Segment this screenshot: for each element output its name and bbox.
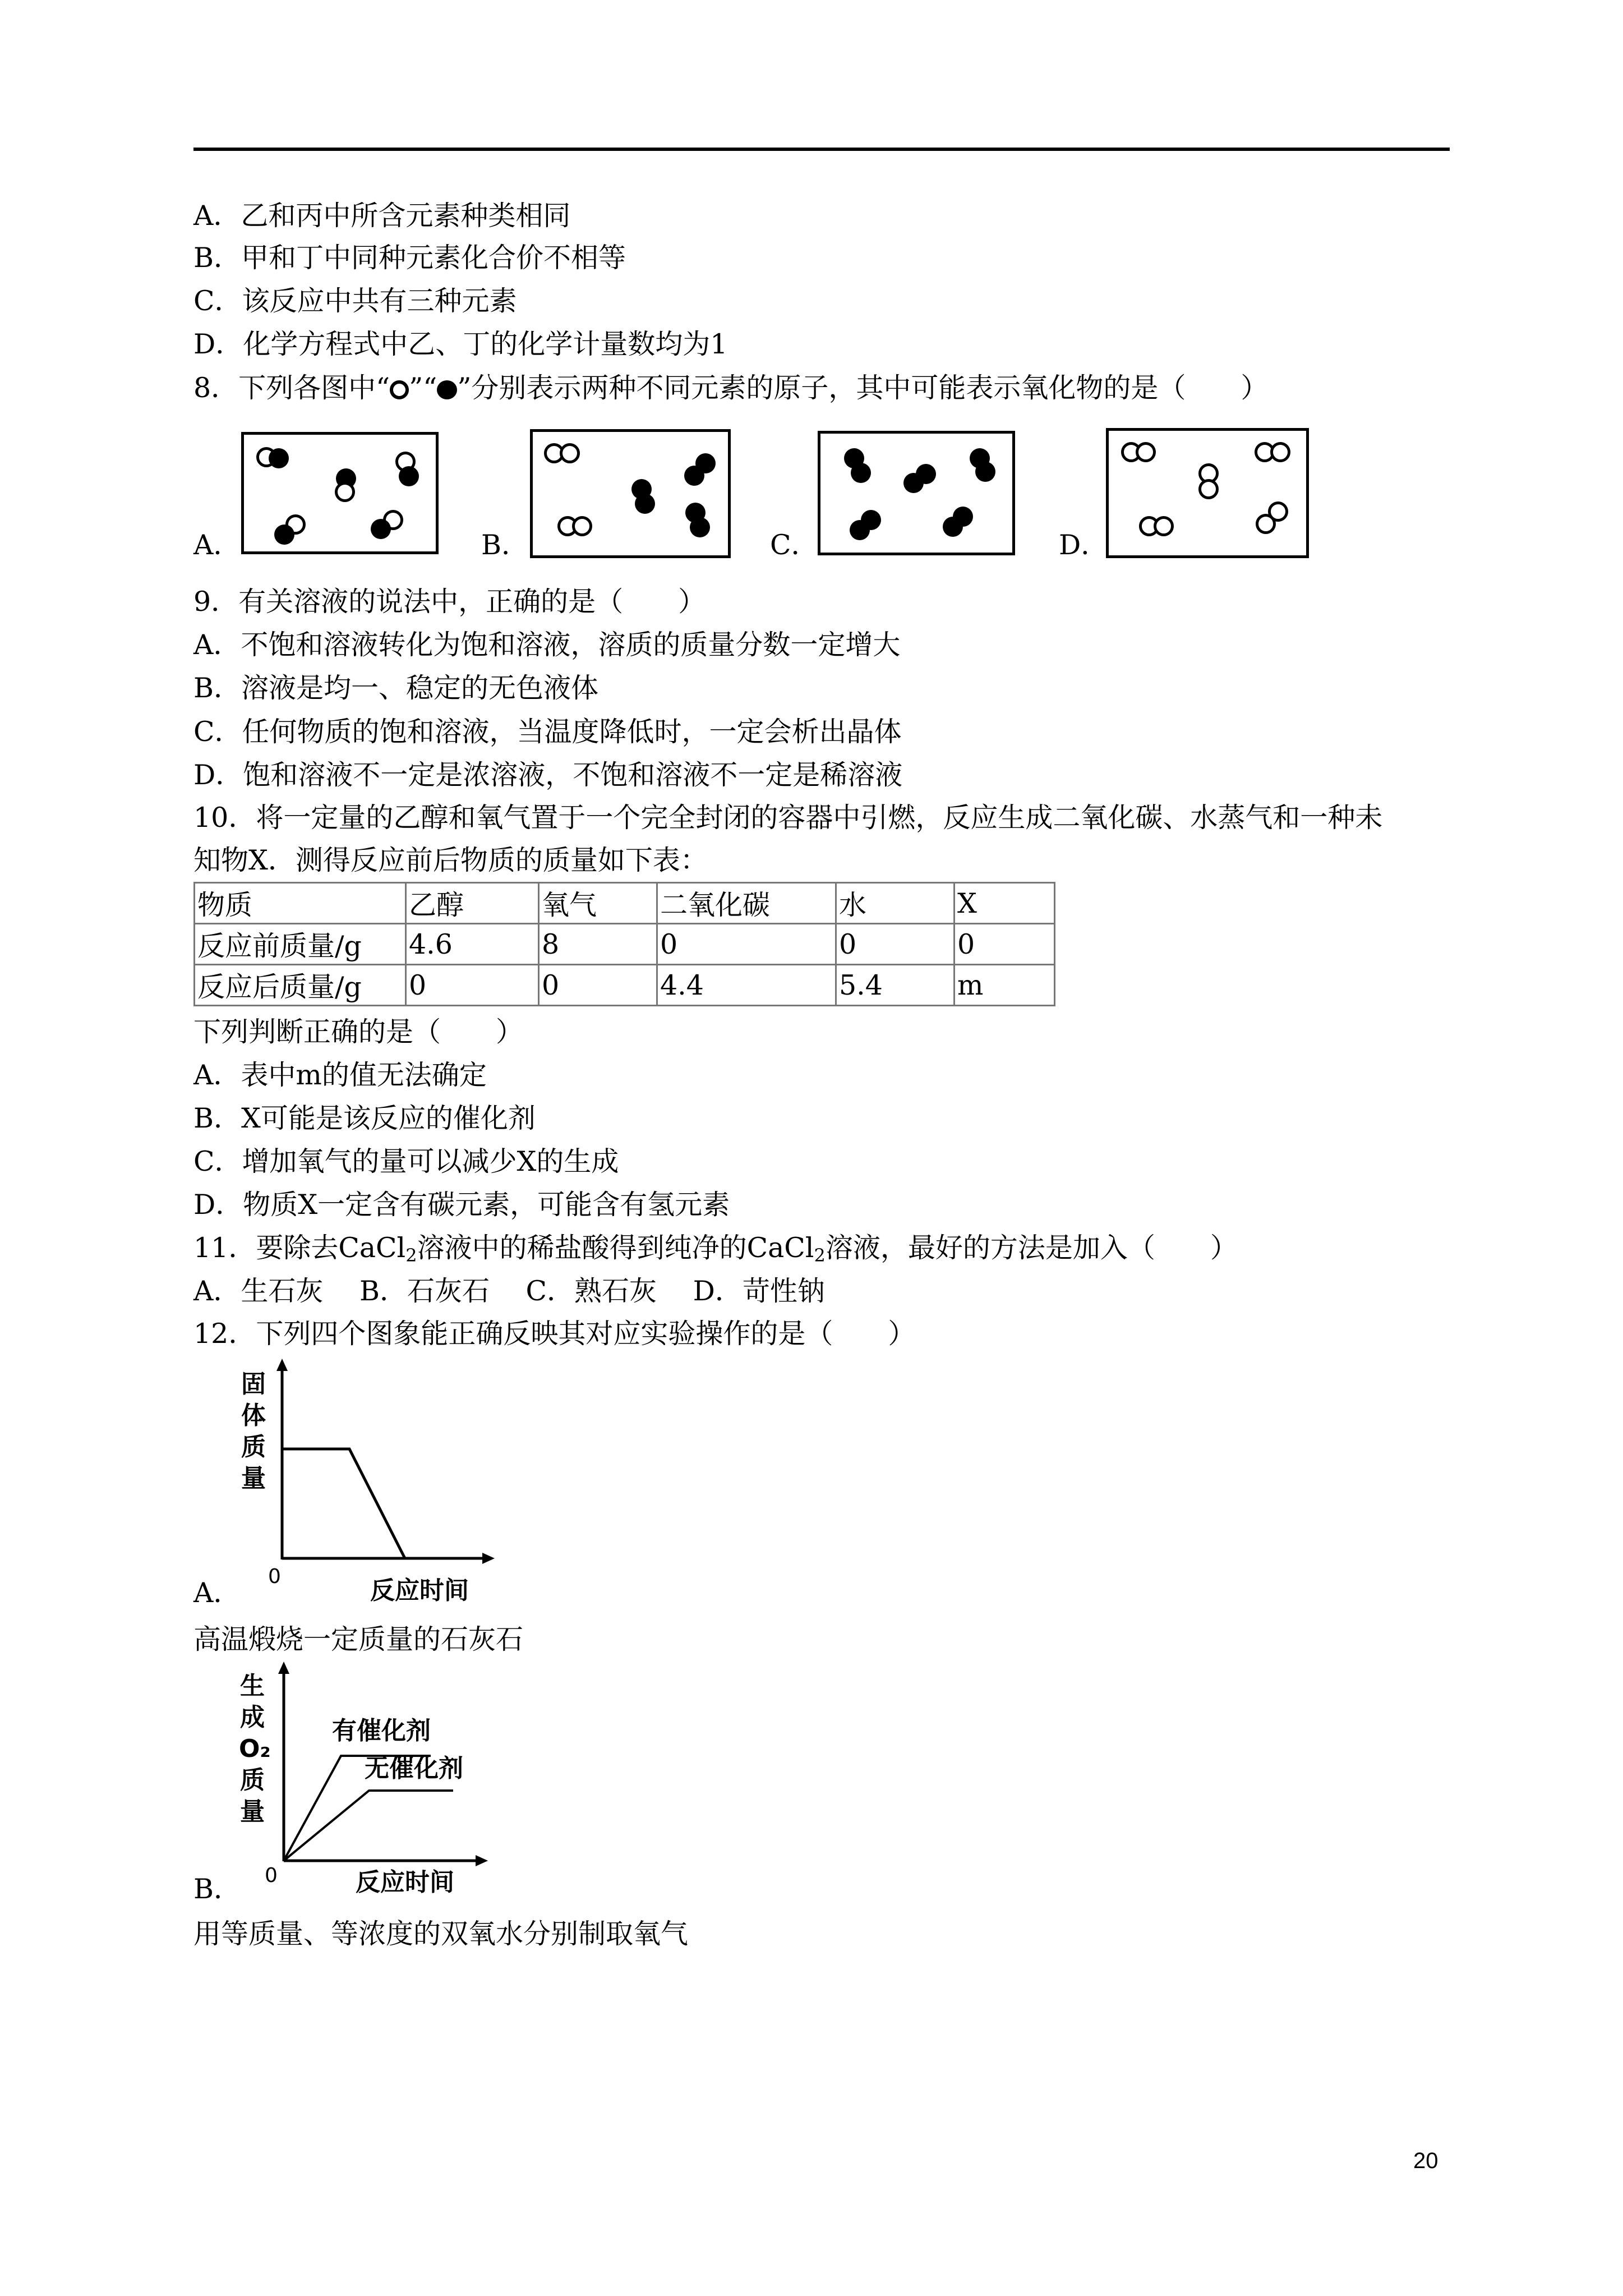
q12-graph-a bbox=[264, 1358, 499, 1565]
page-number: 20 bbox=[1413, 2148, 1438, 2173]
q7-option-d: D．化学方程式中乙、丁的化学计量数均为1 bbox=[193, 328, 728, 360]
q10-prompt: 下列判断正确的是（ ） bbox=[193, 1016, 524, 1048]
y-axis-arrow-icon bbox=[276, 1359, 288, 1371]
table-header-row bbox=[195, 883, 1055, 924]
graph-b-line2-label: 无催化剂 bbox=[365, 1754, 463, 1783]
table-cell: 4.4 bbox=[657, 965, 836, 1006]
q8-label-d: D． bbox=[1059, 529, 1109, 561]
q7-option-b: B．甲和丁中同种元素化合价不相等 bbox=[193, 242, 626, 274]
table-cell: 0 bbox=[657, 924, 836, 965]
graph-a-ylabel: 固 体 质 量 bbox=[241, 1370, 266, 1493]
q10-option-c: C．增加氧气的量可以减少X的生成 bbox=[193, 1145, 619, 1177]
table-cell: 0 bbox=[406, 965, 539, 1006]
q8-diagram-b bbox=[530, 429, 731, 558]
q8-label-c: C． bbox=[770, 529, 819, 561]
q8-stem: 8．下列各图中“ ”“ ”分别表示两种不同元素的原子，其中可能表示氧化物的是（ ） bbox=[193, 372, 1269, 404]
solid-mass-line bbox=[282, 1449, 405, 1558]
graph-a-xlabel: 反应时间 bbox=[370, 1576, 469, 1605]
graph-a-origin: 0 bbox=[268, 1565, 281, 1588]
q12-stem: 12．下列四个图象能正确反映其对应实验操作的是（ ） bbox=[193, 1318, 916, 1350]
table-cell: 氧气 bbox=[539, 883, 657, 924]
q10-option-a: A．表中m的值无法确定 bbox=[193, 1059, 487, 1091]
table-row bbox=[195, 924, 1055, 965]
graph-b-caption: 用等质量、等浓度的双氧水分别制取氧气 bbox=[193, 1918, 689, 1950]
q7-option-a: A．乙和丙中所含元素种类相同 bbox=[193, 200, 571, 232]
q10-stem-line2: 知物X．测得反应前后物质的质量如下表： bbox=[193, 844, 708, 876]
table-cell: 物质 bbox=[195, 883, 406, 924]
open-atom-icon bbox=[390, 380, 409, 399]
table-cell: 0 bbox=[539, 965, 657, 1006]
table-row bbox=[195, 965, 1055, 1006]
graph-b-ylabel: 生 成 O₂ 质 量 bbox=[239, 1672, 271, 1826]
graph-b-xlabel: 反应时间 bbox=[356, 1868, 454, 1897]
table-cell: 水 bbox=[836, 883, 955, 924]
table-cell: 0 bbox=[955, 924, 1055, 965]
q11-stem: 11．要除去CaCl$_2$溶液中的稀盐酸得到纯净的CaCl$_2$溶液，最好的方法是加入（ ） bbox=[193, 1232, 1238, 1266]
table-cell: 二氧化碳 bbox=[657, 883, 836, 924]
graph-b-line1-label: 有催化剂 bbox=[332, 1717, 431, 1745]
q10-option-d: D．物质X一定含有碳元素，可能含有氢元素 bbox=[193, 1189, 730, 1221]
table-cell: 反应后质量/g bbox=[195, 965, 406, 1006]
table-cell: 4.6 bbox=[406, 924, 539, 965]
table-cell: m bbox=[955, 965, 1055, 1006]
x-axis-arrow-icon bbox=[482, 1553, 495, 1564]
table-cell: 8 bbox=[539, 924, 657, 965]
graph-b-option-label: B． bbox=[193, 1873, 242, 1905]
y-axis-arrow-icon bbox=[278, 1662, 289, 1674]
table-cell: 0 bbox=[836, 924, 955, 965]
graph-b-origin: 0 bbox=[265, 1864, 278, 1887]
q10-mass-table bbox=[193, 882, 1055, 1006]
q8-diagram-a bbox=[241, 432, 439, 554]
table-cell: X bbox=[955, 883, 1055, 924]
q10-option-b: B．X可能是该反应的催化剂 bbox=[193, 1102, 536, 1134]
q9-option-d: D．饱和溶液不一定是浓溶液，不饱和溶液不一定是稀溶液 bbox=[193, 759, 903, 791]
q9-stem: 9．有关溶液的说法中，正确的是（ ） bbox=[193, 586, 706, 618]
q11-options: A．生石灰 B．石灰石 C．熟石灰 D．苛性钠 bbox=[193, 1275, 825, 1307]
q10-stem-line1: 10．将一定量的乙醇和氧气置于一个完全封闭的容器中引燃，反应生成二氧化碳、水蒸气和一种未 bbox=[193, 802, 1383, 834]
q9-option-c: C．任何物质的饱和溶液，当温度降低时，一定会析出晶体 bbox=[193, 716, 902, 748]
table-cell: 5.4 bbox=[836, 965, 955, 1006]
q8-diagram-d bbox=[1106, 428, 1309, 558]
q8-label-b: B． bbox=[481, 529, 529, 561]
header-rule bbox=[193, 148, 1450, 151]
x-axis-arrow-icon bbox=[476, 1855, 488, 1866]
q9-option-a: A．不饱和溶液转化为饱和溶液，溶质的质量分数一定增大 bbox=[193, 629, 901, 661]
q9-option-b: B．溶液是均一、稳定的无色液体 bbox=[193, 672, 599, 704]
q8-diagram-c bbox=[818, 431, 1015, 555]
graph-a-option-label: A． bbox=[193, 1577, 241, 1609]
q8-label-a: A． bbox=[193, 529, 241, 561]
table-cell: 乙醇 bbox=[406, 883, 539, 924]
table-cell: 反应前质量/g bbox=[195, 924, 406, 965]
filled-atom-icon bbox=[437, 380, 457, 399]
graph-a-caption: 高温煅烧一定质量的石灰石 bbox=[193, 1623, 524, 1655]
no-catalyst-line bbox=[284, 1791, 453, 1861]
q7-option-c: C．该反应中共有三种元素 bbox=[193, 285, 517, 317]
